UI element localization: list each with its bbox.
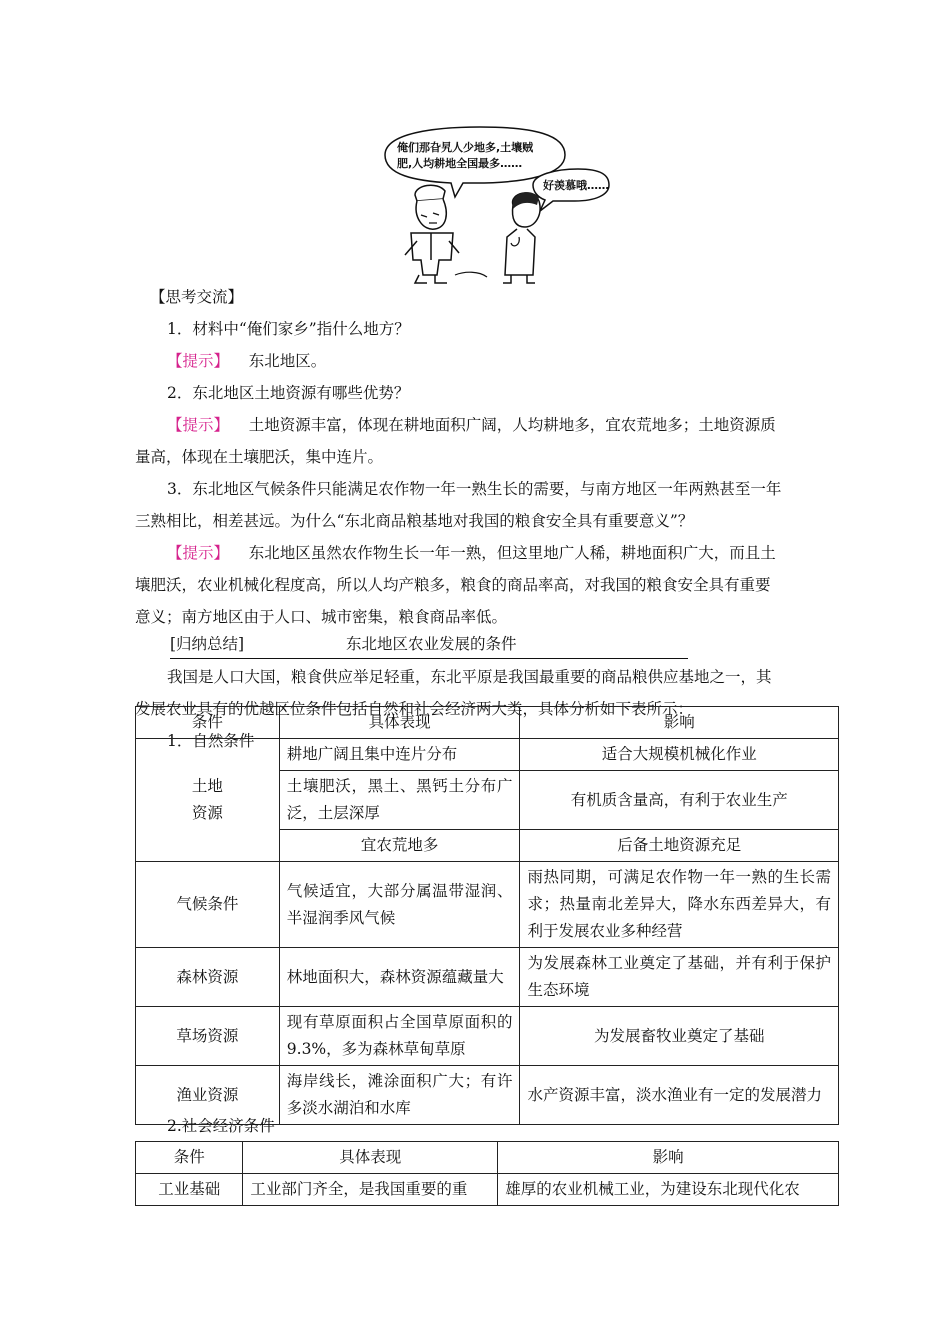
hint-label: 【提示】 — [167, 352, 230, 370]
section-title: 【思考交流】 — [150, 288, 244, 306]
effect-cell: 适合大规模机械化作业 — [520, 739, 839, 771]
table-header-row — [136, 707, 839, 739]
condition-cell: 气候条件 — [136, 862, 280, 948]
header-cell: 条件 — [136, 707, 280, 739]
effect-cell: 有机质含量高，有利于农业生产 — [520, 771, 839, 830]
hint-text: 东北地区虽然农作物生长一年一熟，但这里地广人稀，耕地面积广大，而且土 — [248, 544, 776, 562]
intro-line1: 我国是人口大国，粮食供应举足轻重，东北平原是我国最重要的商品粮供应基地之一，其 — [167, 668, 772, 686]
answer-3-line2: 壤肥沃，农业机械化程度高，所以人均产粮多，粮食的商品率高，对我国的粮食安全具有重要 — [135, 576, 771, 594]
answer-2-line1 — [135, 409, 872, 441]
table-row — [136, 862, 839, 948]
desc-cell: 气候适宜，大部分属温带湿润、半湿润季风气候 — [279, 862, 520, 948]
effect-cell: 雄厚的农业机械工业，为建设东北现代化农 — [498, 1174, 839, 1206]
natural-conditions-table — [135, 706, 839, 1125]
summary-title: 东北地区农业发展的条件 — [346, 635, 517, 653]
intro-line2: 发展农业具有的优越区位条件包括自然和社会经济两大类，具体分析如下表所示： — [135, 700, 694, 718]
hint-label: 【提示】 — [167, 544, 230, 562]
question-1: 1．材料中“俺们家乡”指什么地方？ — [167, 320, 410, 338]
table-header-row — [136, 1142, 839, 1174]
cartoon-illustration — [375, 125, 610, 285]
hint-label: 【提示】 — [167, 416, 230, 434]
natural-heading: 1．自然条件 — [167, 732, 255, 750]
hint-text: 土地资源丰富，体现在耕地面积广阔，人均耕地多，宜农荒地多；土地资源质 — [248, 416, 776, 434]
desc-cell: 土壤肥沃，黑土、黑钙土分布广泛，土层深厚 — [279, 771, 520, 830]
answer-3-line1 — [135, 537, 872, 569]
condition-cell: 森林资源 — [136, 948, 280, 1007]
header-cell: 条件 — [136, 1142, 243, 1174]
effect-cell: 为发展畜牧业奠定了基础 — [520, 1007, 839, 1066]
desc-cell: 耕地广阔且集中连片分布 — [279, 739, 520, 771]
effect-cell: 后备土地资源充足 — [520, 830, 839, 862]
table-row — [136, 739, 839, 771]
condition-cell: 草场资源 — [136, 1007, 280, 1066]
header-cell: 影响 — [520, 707, 839, 739]
question-3-line1: 3．东北地区气候条件只能满足农作物一年一熟生长的需要，与南方地区一年两熟甚至一年 — [167, 480, 782, 498]
header-cell: 具体表现 — [279, 707, 520, 739]
speech-left-line2: 肥,人均耕地全国最多…… — [397, 157, 523, 170]
social-heading: 2.社会经济条件 — [167, 1117, 275, 1135]
desc-cell: 海岸线长，滩涂面积广大；有许多淡水湖泊和水库 — [279, 1066, 520, 1125]
condition-cell: 渔业资源 — [136, 1066, 280, 1125]
table-row — [136, 1007, 839, 1066]
header-cell: 具体表现 — [243, 1142, 498, 1174]
effect-cell: 雨热同期，可满足农作物一年一熟的生长需求；热量南北差异大，降水东西差异大，有利于发展农业多种经营 — [520, 862, 839, 948]
effect-cell: 为发展森林工业奠定了基础，并有利于保护生态环境 — [520, 948, 839, 1007]
header-cell: 影响 — [498, 1142, 839, 1174]
hint-text: 东北地区。 — [248, 352, 327, 370]
land-resource-label: 土地 资源 — [136, 739, 280, 862]
desc-cell: 宜农荒地多 — [279, 830, 520, 862]
table-row — [136, 948, 839, 1007]
answer-2-line2: 量高，体现在土壤肥沃，集中连片。 — [135, 448, 384, 466]
question-3-line2: 三熟相比，相差甚远。为什么“东北商品粮基地对我国的粮食安全具有重要意义”？ — [135, 512, 694, 530]
desc-cell: 林地面积大，森林资源蕴藏量大 — [279, 948, 520, 1007]
answer-1 — [135, 345, 872, 377]
social-conditions-table — [135, 1141, 839, 1206]
answer-3-line3: 意义；南方地区由于人口、城市密集，粮食商品率低。 — [135, 608, 508, 626]
summary-tag: [归纳总结] — [170, 635, 245, 653]
table-row — [136, 1174, 839, 1206]
speech-right-text: 好羡慕哦…… — [543, 179, 609, 192]
summary-heading — [170, 630, 688, 659]
desc-cell: 工业部门齐全，是我国重要的重 — [243, 1174, 498, 1206]
desc-cell: 现有草原面积占全国草原面积的9.3%，多为森林草甸草原 — [279, 1007, 520, 1066]
condition-cell: 工业基础 — [136, 1174, 243, 1206]
speech-left-line1: 俺们那旮旯人少地多,土壤贼 — [397, 141, 534, 154]
question-2: 2．东北地区土地资源有哪些优势？ — [167, 384, 410, 402]
effect-cell: 水产资源丰富，淡水渔业有一定的发展潜力 — [520, 1066, 839, 1125]
